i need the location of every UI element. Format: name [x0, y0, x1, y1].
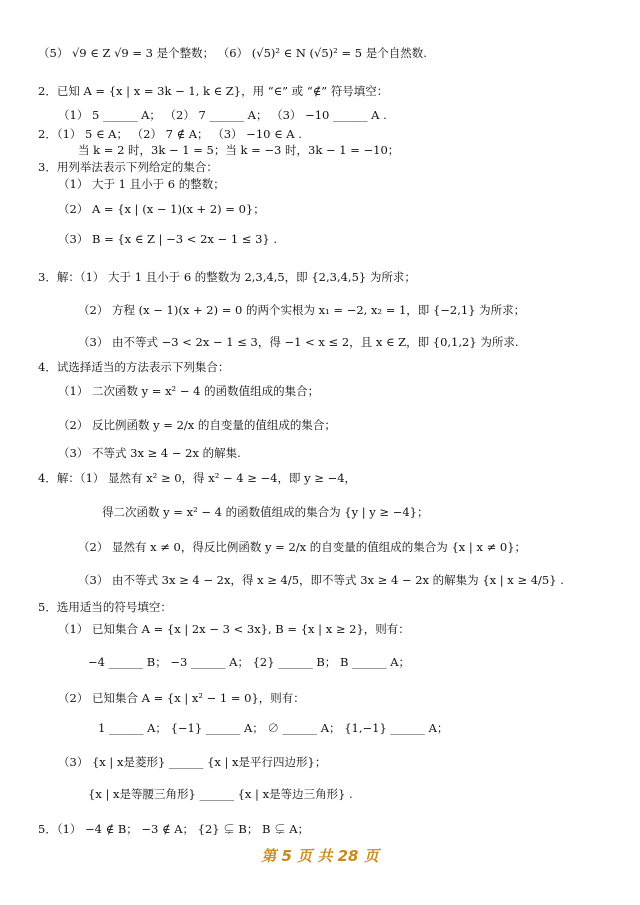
text-line: −4 ______ B； −3 ______ A； {2} ______ B； B ______ A； — [88, 655, 411, 669]
text-line: 4．解：（1） 显然有 x² ≥ 0，得 x² − 4 ≥ −4，即 y ≥ −4， — [38, 471, 357, 485]
text-line: （1） 已知集合 A = {x | 2x − 3 < 3x}, B = {x | x ≥ 2}，则有： — [58, 622, 410, 636]
text-line: （3） B = {x ∈ Z | −3 < 2x − 1 ≤ 3} . — [58, 232, 278, 246]
text-line: （3） {x | x是菱形} ______ {x | x是平行四边形}； — [58, 755, 327, 769]
text-line: 5．选用适当的符号填空： — [38, 600, 172, 614]
page-footer: 第 5 页 共 28 页 — [261, 847, 379, 865]
text-line: 当 k = 2 时，3k − 1 = 5；当 k = −3 时，3k − 1 = −10； — [78, 143, 400, 157]
text-line: （1） 5 ______ A； （2） 7 ______ A； （3） −10 ______ A . — [58, 108, 387, 122]
text-line: 5．（1） −4 ∉ B； −3 ∉ A； {2} ⊊ B； B ⊊ A； — [38, 822, 310, 836]
text-line: （1） 二次函数 y = x² − 4 的函数值组成的集合； — [58, 384, 320, 398]
text-line: {x | x是等腰三角形} ______ {x | x是等边三角形} . — [88, 787, 353, 801]
text-line: （2） 已知集合 A = {x | x² − 1 = 0}，则有： — [58, 691, 305, 705]
text-line: （2） 方程 (x − 1)(x + 2) = 0 的两个实根为 x₁ = −2, x₂ = 1，即 {−2,1} 为所求； — [78, 303, 526, 317]
text-line: （3） 由不等式 −3 < 2x − 1 ≤ 3，得 −1 < x ≤ 2，且 x ∈ Z，即 {0,1,2} 为所求. — [78, 335, 519, 349]
text-line: 2．（1） 5 ∈ A； （2） 7 ∉ A； （3） −10 ∈ A . — [38, 127, 302, 141]
text-line: 3．解：（1） 大于 1 且小于 6 的整数为 2,3,4,5，即 {2,3,4,5} 为所求； — [38, 270, 416, 284]
text-line: （3） 不等式 3x ≥ 4 − 2x 的解集. — [58, 446, 241, 460]
text-line: （2） 反比例函数 y = 2/x 的自变量的值组成的集合； — [58, 418, 336, 432]
text-line: （1） 大于 1 且小于 6 的整数； — [58, 177, 225, 191]
text-line: 1 ______ A； {−1} ______ A； ∅ ______ A； {1,−1} ______ A； — [98, 721, 449, 735]
text-line: 得二次函数 y = x² − 4 的函数值组成的集合为 {y | y ≥ −4}； — [102, 505, 429, 519]
text-line: 4．试选择适当的方法表示下列集合： — [38, 360, 230, 374]
text-line: （5） √9 ∈ Z √9 = 3 是个整数； （6） (√5)² ∈ N (√5)² = 5 是个自然数. — [38, 46, 427, 60]
text-line: 2．已知 A = {x | x = 3k − 1, k ∈ Z}，用 “∈” 或 “∉” 符号填空： — [38, 84, 389, 98]
text-line: 3．用列举法表示下列给定的集合： — [38, 160, 218, 174]
text-line: （2） A = {x | (x − 1)(x + 2) = 0}； — [58, 202, 265, 216]
text-line: （3） 由不等式 3x ≥ 4 − 2x，得 x ≥ 4/5，即不等式 3x ≥ 4 − 2x 的解集为 {x | x ≥ 4/5} . — [78, 573, 564, 587]
text-line: （2） 显然有 x ≠ 0，得反比例函数 y = 2/x 的自变量的值组成的集合为 {x | x ≠ 0}； — [78, 540, 527, 554]
